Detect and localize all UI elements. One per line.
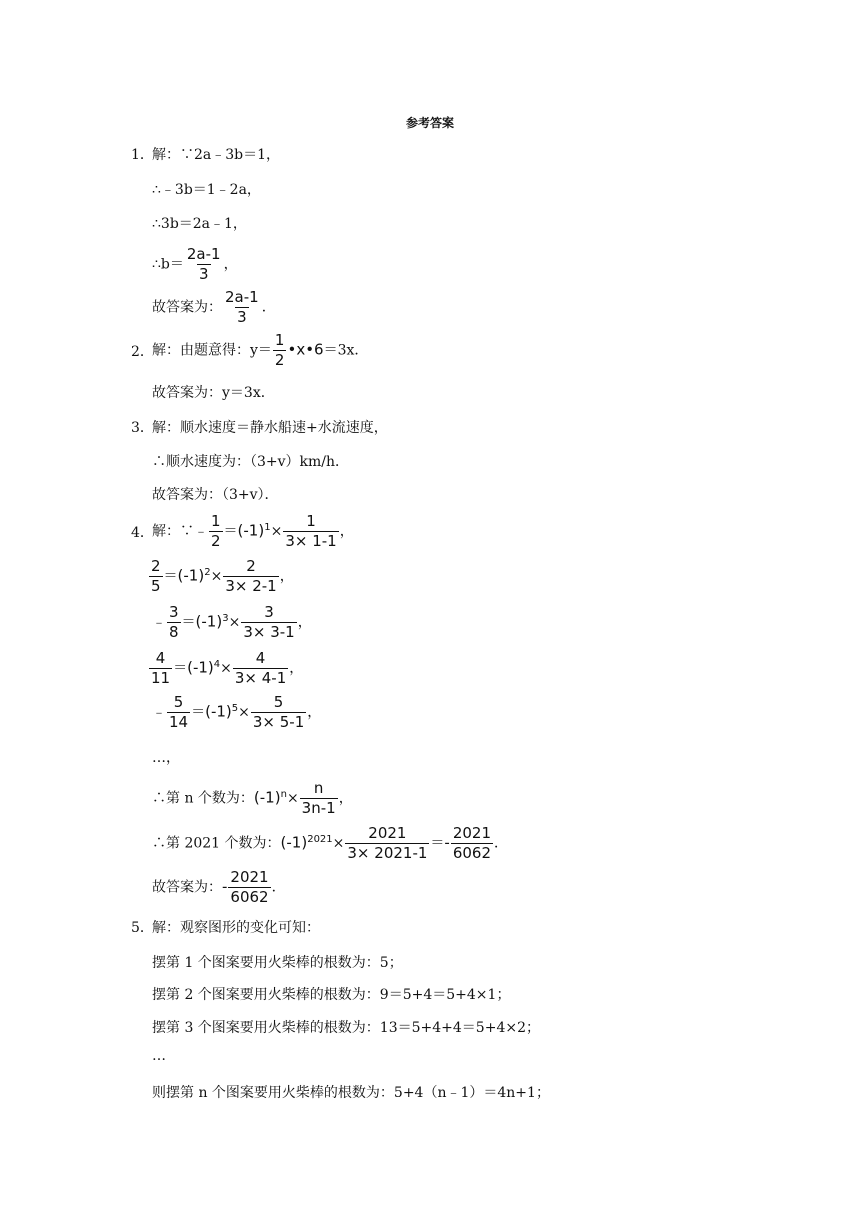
q4-row-2: $\frac{2}{5}$ $=(-1)^2\times$ $\frac{2}{3\times 2-1}$ ， <box>151 557 294 595</box>
q1-line-2: ∴﹣3b＝1﹣2a， <box>152 182 261 198</box>
q4-nth-term: ∴第 n 个数为：$(-1)^n\times$ $\frac{n}{3n-1}$ ， <box>152 779 353 817</box>
q5-number: 5． <box>131 920 154 936</box>
q1-line-1: 解：∵2a﹣3b＝1， <box>152 147 281 163</box>
q3-answer: 故答案为：（3+v）． <box>152 487 279 503</box>
q2-number: 2． <box>131 344 154 360</box>
q1-number: 1． <box>131 147 154 163</box>
q2-line-1: 解：由题意得：y＝ $\frac{1}{2}$ •x•6＝3x． <box>152 331 369 369</box>
q4-row-5: ﹣ $\frac{5}{14}$ $=(-1)^5\times$ $\frac{5}{3\times 5-1}$ ， <box>152 693 322 731</box>
q3-line-2: ∴顺水速度为：（3+v）km/h． <box>152 454 350 470</box>
q4-row-1: 解：∵﹣ $\frac{1}{2}$ $=(-1)^1\times$ $\frac{1}{3\times 1-1}$ ， <box>152 512 354 550</box>
q3-number: 3． <box>131 420 154 436</box>
page-title: 参考答案 <box>405 116 454 130</box>
q1-fraction: $\frac{2a-1}{3}$ <box>186 245 221 283</box>
q5-line-6: 则摆第 n 个图案要用火柴棒的根数为：5+4（n﹣1）＝4n+1； <box>152 1085 550 1101</box>
q2-fraction: $\frac{1}{2}$ <box>274 331 285 369</box>
q1-line-3: ∴3b＝2a﹣1， <box>152 216 247 232</box>
q1-answer: 故答案为： $\frac{2a-1}{3}$ ． <box>152 288 276 326</box>
q5-line-4: 摆第 3 个图案要用火柴棒的根数为：13＝5+4+4＝5+4×2； <box>152 1020 540 1036</box>
q3-line-1: 解：顺水速度＝静水船速+水流速度， <box>152 420 388 436</box>
q1-answer-fraction: $\frac{2a-1}{3}$ <box>225 288 259 326</box>
q4-number: 4． <box>131 525 154 541</box>
q4-row-3: ﹣ $\frac{3}{8}$ $=(-1)^3\times$ $\frac{3}{3\times 3-1}$ ， <box>152 603 312 641</box>
q4-term-2021: ∴第 2021 个数为：$(-1)^{2021}\times$ $\frac{2021}{3\times 2021-1}$ ＝- $\frac{2021}{6062}$ ． <box>152 824 509 862</box>
q2-answer: 故答案为：y＝3x． <box>152 385 275 401</box>
q4-answer: 故答案为：- $\frac{2021}{6062}$ ． <box>152 868 286 906</box>
q1-line-4: ∴b＝ $\frac{2a-1}{3}$ ， <box>152 245 238 283</box>
q5-line-1: 解：观察图形的变化可知： <box>152 920 320 936</box>
q5-line-2: 摆第 1 个图案要用火柴棒的根数为：5； <box>152 955 403 971</box>
q4-row-4: $\frac{4}{11}$ $=(-1)^4\times$ $\frac{4}{3\times 4-1}$ ， <box>151 649 304 687</box>
q5-line-3: 摆第 2 个图案要用火柴棒的根数为：9＝5+4＝5+4×1； <box>152 987 511 1003</box>
q4-ellipsis: …， <box>152 750 180 766</box>
q5-line-5: … <box>152 1048 166 1064</box>
